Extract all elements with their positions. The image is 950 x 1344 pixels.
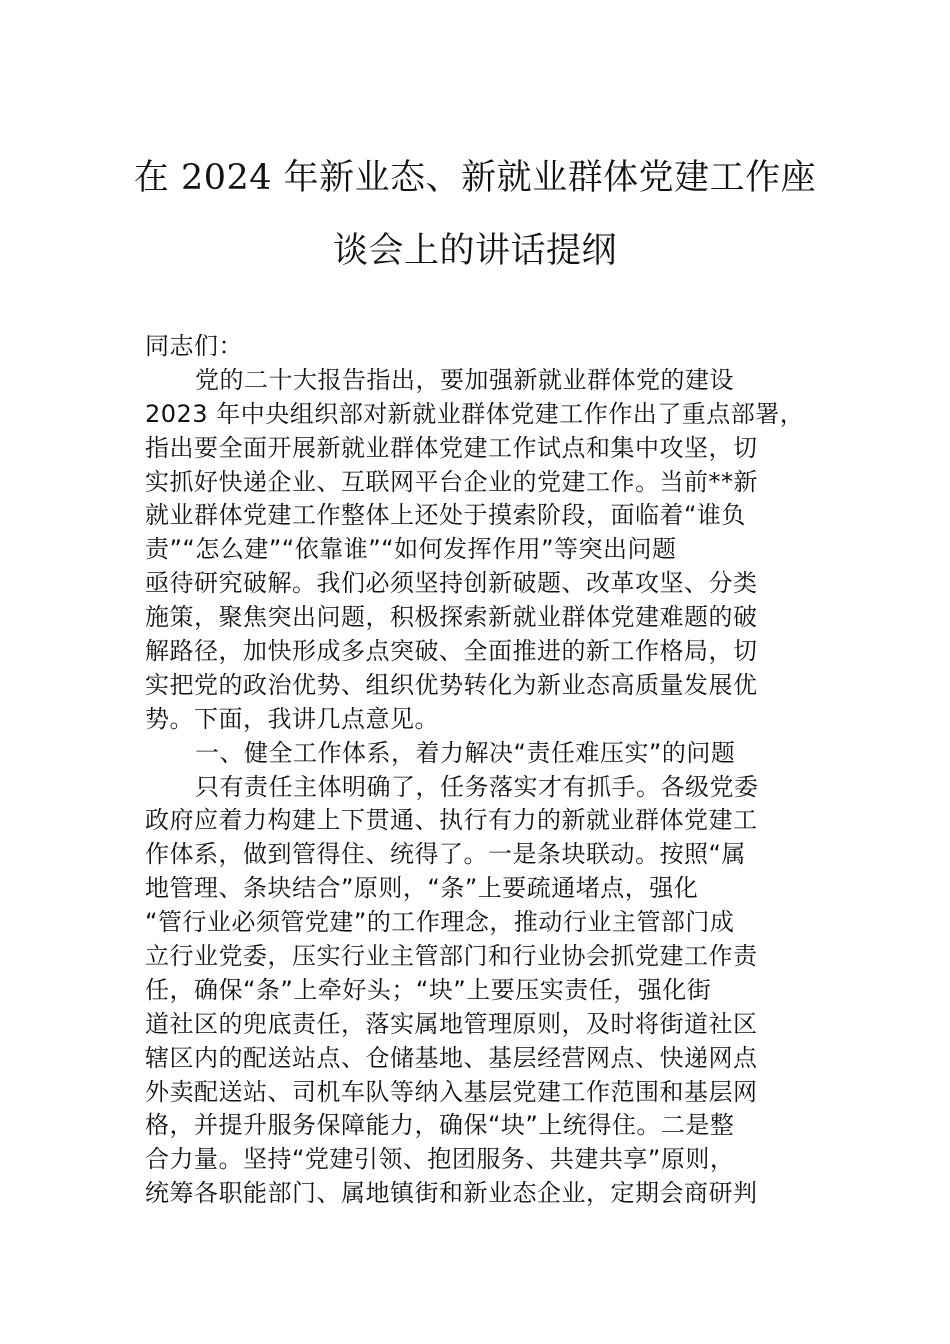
paragraph-line: 道社区的兜底责任，落实属地管理原则，及时将街道社区 [145, 1009, 758, 1038]
paragraph-line: 党的二十大报告指出，要加强新就业群体党的建设 [195, 365, 734, 394]
paragraph-line: 2023 年中央组织部对新就业群体党建工作作出了重点部署， [145, 399, 805, 428]
paragraph-line: 解路径，加快形成多点突破、全面推进的新工作格局，切 [145, 637, 758, 666]
paragraph-line: 地管理、条块结合”原则，“条”上要疏通堵点，强化 [145, 874, 699, 903]
paragraph-line: 亟待研究破解。我们必须坚持创新破题、改革攻坚、分类 [145, 569, 758, 598]
paragraph-line: 政府应着力构建上下贯通、执行有力的新就业群体党建工 [145, 806, 758, 835]
paragraph-line: 外卖配送站、司机车队等纳入基层党建工作范围和基层网 [145, 1077, 758, 1106]
section-heading: 一、健全工作体系，着力解决“责任难压实”的问题 [195, 738, 736, 767]
paragraph-line: 作体系，做到管得住、统得了。一是条块联动。按照“属 [145, 840, 746, 869]
paragraph-line: 任，确保“条”上牵好头；“块”上要压实责任，强化街 [145, 975, 712, 1004]
paragraph-line: 合力量。坚持“党建引领、抱团服务、共建共享”原则， [145, 1145, 735, 1174]
document-title [120, 160, 830, 269]
title-line-1: 在 2024 年新业态、新就业群体党建工作座 [133, 158, 817, 198]
paragraph-line: 统筹各职能部门、属地镇街和新业态企业，定期会商研判 [145, 1179, 758, 1208]
paragraph-line: “管行业必须管党建”的工作理念，推动行业主管部门成 [145, 908, 735, 937]
title-line-2: 谈会上的讲话提纲 [332, 231, 617, 271]
paragraph-line: 辖区内的配送站点、仓储基地、基层经营网点、快递网点 [145, 1043, 758, 1072]
salutation: 同志们： [145, 332, 243, 360]
paragraph-line: 指出要全面开展新就业群体党建工作试点和集中攻坚，切 [145, 433, 758, 462]
paragraph-line: 只有责任主体明确了，任务落实才有抓手。各级党委 [195, 772, 759, 801]
document-body [145, 330, 815, 1211]
paragraph-line: 责”“怎么建”“依靠谁”“如何发挥作用”等突出问题 [145, 535, 677, 564]
paragraph-line: 实把党的政治优势、组织优势转化为新业态高质量发展优 [145, 670, 758, 699]
paragraph-line: 势。下面，我讲几点意见。 [145, 704, 439, 733]
paragraph-line: 格，并提升服务保障能力，确保“块”上统得住。二是整 [145, 1111, 735, 1140]
paragraph-line: 施策，聚焦突出问题，积极探索新就业群体党建难题的破 [145, 603, 758, 632]
paragraph-line: 实抓好快递企业、互联网平台企业的党建工作。当前**新 [145, 467, 758, 496]
paragraph-line: 就业群体党建工作整体上还处于摸索阶段，面临着“谁负 [145, 501, 746, 530]
paragraph-line: 立行业党委，压实行业主管部门和行业协会抓党建工作责 [145, 942, 758, 971]
